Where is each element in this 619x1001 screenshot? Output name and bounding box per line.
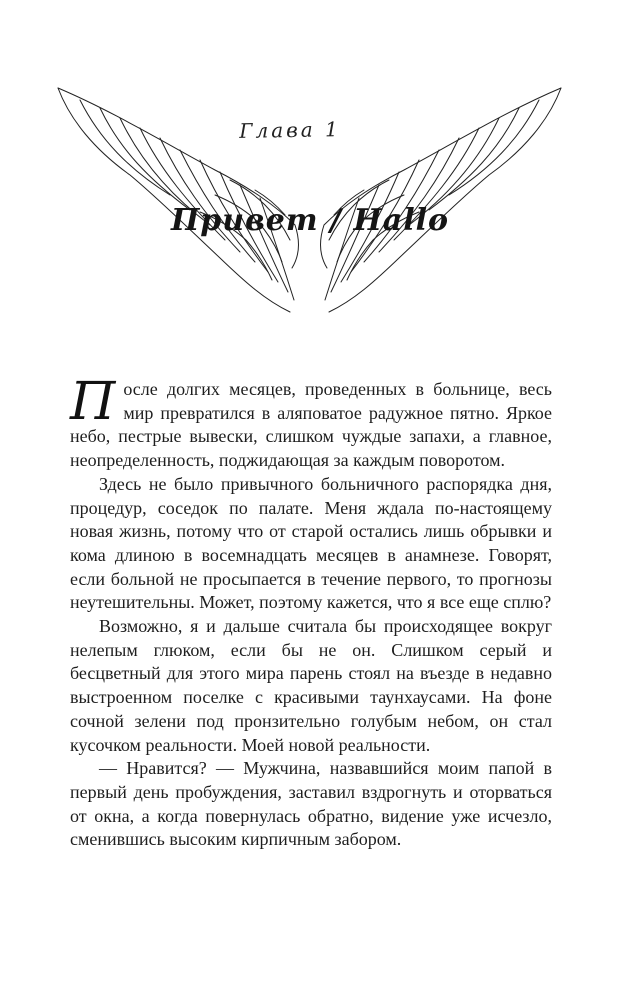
- drop-cap: П: [70, 372, 116, 432]
- paragraph-text: осле долгих месяцев, проведенных в больнице, весь мир превратился в аляповатое радужное пятно. Яркое небо, пестрые вывески, слишком чуждые запахи, а главное, неопределенность, поджидающая за каждым поворотом.: [70, 379, 552, 471]
- paragraph: Возможно, я и дальше считала бы происходящее вокруг нелепым глюком, если бы не он. Слишком серый и бесцветный для этого мира парень стоял на въезде в недавно выстроенном поселке с красивыми таунхаусами. На фоне сочной зелени под пронзительно голубым небом, он стал кусочком реальности. Моей новой реальности.: [70, 616, 552, 755]
- chapter-text: [70, 372, 552, 852]
- chapter-header: [0, 0, 619, 340]
- paragraph: — Нравится? — Мужчина, назвавшийся моим папой в первый день пробуждения, заставил вздрогнуть и оторваться от окна, а когда повернулась обратно, видение уже исчезло, сменившись высоким кирпичным забором.: [70, 758, 552, 850]
- chapter-title: Привет / Hallo: [170, 203, 450, 238]
- chapter-number: Глава 1: [239, 117, 341, 143]
- wings-illustration: [0, 0, 619, 340]
- paragraph: Здесь не было привычного больничного распорядка дня, процедур, соседок по палате. Меня ждала по-настоящему новая жизнь, потому что от старой остались лишь обрывки и кома длиною в восемнадцать месяцев в анамнезе. Говорят, если больной не просыпается в течение первого, то прогнозы неутешительны. Может, поэтому кажется, что я все еще сплю?: [70, 473, 552, 613]
- paragraph: [70, 372, 552, 473]
